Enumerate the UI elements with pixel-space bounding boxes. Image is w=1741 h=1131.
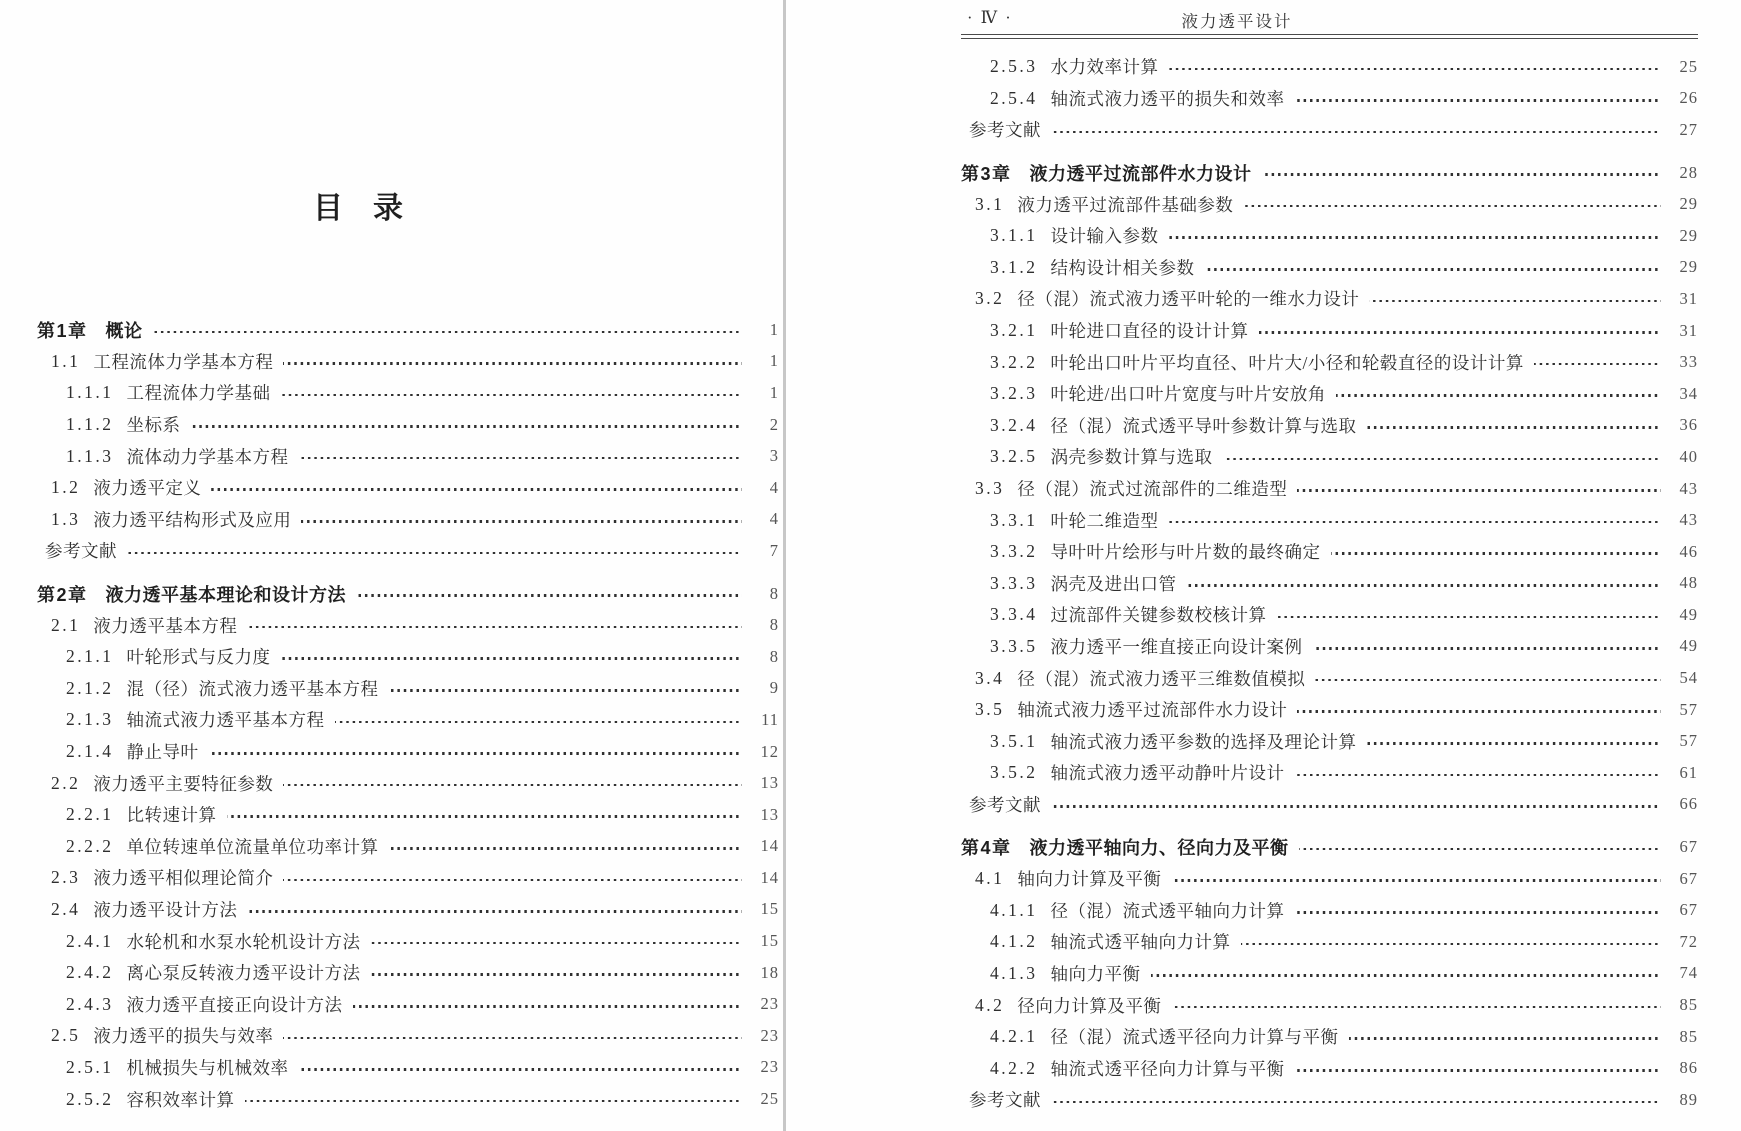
toc-entry (961, 599, 1698, 631)
entry-page-number: 13 (760, 773, 779, 793)
entry-page-number: 3 (769, 446, 779, 466)
entry-number: 3.5 (975, 699, 1005, 720)
entry-number: 3.3.1 (990, 509, 1038, 530)
entry-title: 涡壳及进出口管 (1050, 573, 1177, 594)
entry-title: 参考文献 (969, 1090, 1041, 1111)
dot-leader (1169, 521, 1662, 524)
entry-number: 3.1 (975, 193, 1005, 214)
entry-number: 第4章 (961, 838, 1012, 859)
toc-entry (961, 441, 1698, 473)
entry-page-number: 26 (1679, 88, 1698, 108)
entry-page-number: 33 (1679, 352, 1698, 372)
entry-page-number: 12 (760, 741, 779, 761)
entry-title: 机械损失与机械效率 (126, 1057, 289, 1078)
dot-leader (299, 457, 743, 460)
entry-title: 过流部件关键参数校核计算 (1050, 605, 1267, 626)
entry-number: 2.2.2 (66, 835, 114, 856)
dot-leader (1151, 974, 1662, 977)
entry-number: 2.4.3 (66, 993, 114, 1014)
entry-page-number: 67 (1679, 900, 1698, 920)
entry-title: 径（混）流式透平径向力计算与平衡 (1050, 1027, 1339, 1048)
toc-entry (37, 673, 779, 705)
entry-number: 4.1.1 (990, 899, 1038, 920)
entry-page-number: 31 (1679, 320, 1698, 340)
entry-number: 3.2.2 (990, 351, 1038, 372)
entry-page-number: 36 (1679, 415, 1698, 435)
entry-page-number: 25 (760, 1089, 779, 1109)
toc-title: 目 录 (313, 192, 403, 225)
toc-entry (37, 409, 779, 441)
toc-entry (961, 831, 1698, 863)
entry-page-number: 1 (769, 382, 779, 402)
toc-entry (37, 704, 779, 736)
entry-page-number: 43 (1679, 510, 1698, 530)
dot-leader (211, 488, 742, 491)
entry-number: 3.1.2 (990, 256, 1038, 277)
entry-page-number: 57 (1679, 731, 1698, 751)
entry-number: 3.4 (975, 667, 1005, 688)
dot-leader (1369, 300, 1661, 303)
toc-entry (961, 1084, 1698, 1116)
dot-leader (1259, 331, 1662, 334)
entry-number: 4.1.2 (990, 931, 1038, 952)
dot-leader (1262, 173, 1661, 176)
entry-title: 概论 (105, 320, 143, 341)
entry-page-number: 8 (769, 646, 779, 666)
entry-number: 2.5 (51, 1025, 81, 1046)
toc-entry (961, 1052, 1698, 1084)
dot-leader (247, 910, 742, 913)
entry-number: 4.2.2 (990, 1057, 1038, 1078)
entry-title: 液力透平主要特征参数 (93, 773, 274, 794)
dot-leader (209, 752, 743, 755)
toc-entry (37, 578, 779, 610)
dot-leader (1295, 911, 1662, 914)
entry-page-number: 23 (760, 1057, 779, 1077)
entry-title: 轴流式液力透平参数的选择及理论计算 (1050, 731, 1357, 752)
dot-leader (1169, 68, 1662, 71)
entry-number: 1.1.3 (66, 445, 114, 466)
dot-leader (1223, 458, 1662, 461)
toc-list-left (37, 303, 779, 1115)
entry-title: 液力透平一维直接正向设计案例 (1050, 636, 1303, 657)
entry-number: 2.4.2 (66, 962, 114, 983)
entry-title: 叶轮二维造型 (1050, 510, 1159, 531)
entry-title: 静止导叶 (126, 742, 199, 763)
dot-leader (247, 626, 742, 629)
entry-number: 3.3.4 (990, 604, 1038, 625)
entry-title: 径（混）流式透平轴向力计算 (1050, 900, 1285, 921)
entry-page-number: 25 (1679, 56, 1698, 76)
entry-number: 2.5.2 (66, 1088, 114, 1109)
entry-title: 液力透平过流部件水力设计 (1029, 163, 1252, 184)
toc-entry (37, 1083, 779, 1115)
toc-entry (961, 473, 1698, 505)
entry-page-number: 67 (1679, 837, 1698, 857)
dot-leader (153, 331, 742, 334)
toc-entry (37, 504, 779, 536)
toc-entry (37, 957, 779, 989)
entry-number: 第3章 (961, 163, 1012, 184)
entry-title: 工程流体力学基本方程 (93, 351, 274, 372)
toc-entry (37, 314, 779, 346)
toc-list-right (961, 51, 1698, 1116)
entry-page-number: 31 (1679, 288, 1698, 308)
entry-page-number: 15 (760, 899, 779, 919)
toc-entry (37, 736, 779, 768)
entry-number: 3.3.3 (990, 572, 1038, 593)
toc-entry (961, 83, 1698, 115)
entry-page-number: 49 (1679, 636, 1698, 656)
entry-title: 轴向力平衡 (1050, 963, 1141, 984)
entry-title: 涡壳参数计算与选取 (1050, 447, 1213, 468)
entry-number: 3.2.5 (990, 446, 1038, 467)
toc-entry (961, 694, 1698, 726)
toc-entry (37, 472, 779, 504)
entry-title: 结构设计相关参数 (1050, 257, 1195, 278)
toc-entry (961, 662, 1698, 694)
dot-leader (283, 784, 742, 787)
dot-leader (191, 425, 743, 428)
dot-leader (389, 689, 743, 692)
entry-number: 4.1 (975, 868, 1005, 889)
entry-number: 2.1 (51, 614, 81, 635)
dot-leader (1169, 236, 1662, 239)
entry-page-number: 2 (769, 414, 779, 434)
entry-title: 流体动力学基本方程 (126, 446, 289, 467)
entry-number: 3.3.5 (990, 635, 1038, 656)
toc-entry (961, 1021, 1698, 1053)
entry-number: 4.2 (975, 994, 1005, 1015)
entry-title: 混（径）流式液力透平基本方程 (126, 678, 379, 699)
entry-page-number: 4 (769, 509, 779, 529)
dot-leader (1171, 879, 1661, 882)
entry-title: 径（混）流式液力透平叶轮的一维水力设计 (1017, 289, 1360, 310)
entry-title: 液力透平的损失与效率 (93, 1026, 274, 1047)
toc-entry (37, 894, 779, 926)
entry-number: 2.2 (51, 772, 81, 793)
entry-page-number: 46 (1679, 541, 1698, 561)
entry-number: 4.2.1 (990, 1026, 1038, 1047)
dot-leader (1171, 1006, 1661, 1009)
toc-entry (37, 535, 779, 567)
entry-number: 2.1.2 (66, 677, 114, 698)
entry-title: 比转速计算 (126, 805, 217, 826)
dot-leader (371, 942, 743, 945)
dot-leader (1297, 489, 1661, 492)
dot-leader (283, 1037, 742, 1040)
entry-page-number: 18 (760, 962, 779, 982)
toc-entry (37, 609, 779, 641)
dot-leader (335, 721, 743, 724)
dot-leader (1295, 774, 1662, 777)
entry-title: 设计输入参数 (1050, 226, 1159, 247)
entry-number: 2.3 (51, 867, 81, 888)
right-page (786, 0, 1741, 1131)
toc-entry (961, 157, 1698, 189)
entry-number: 3.2 (975, 288, 1005, 309)
entry-page-number: 54 (1679, 668, 1698, 688)
toc-entry (961, 504, 1698, 536)
entry-title: 水轮机和水泵水轮机设计方法 (126, 931, 361, 952)
dot-leader (245, 1100, 743, 1103)
entry-page-number: 14 (760, 836, 779, 856)
entry-page-number: 23 (760, 994, 779, 1014)
folio-number: · Ⅳ · (967, 8, 1013, 27)
toc-entry (961, 315, 1698, 347)
dot-leader (353, 1005, 743, 1008)
entry-page-number: 89 (1679, 1089, 1698, 1109)
toc-entry (961, 536, 1698, 568)
dot-leader (301, 520, 742, 523)
toc-entry (961, 378, 1698, 410)
entry-title: 离心泵反转液力透平设计方法 (126, 963, 361, 984)
entry-title: 参考文献 (969, 794, 1041, 815)
header-double-rule (961, 34, 1698, 39)
entry-number: 3.3.2 (990, 541, 1038, 562)
entry-page-number: 67 (1679, 868, 1698, 888)
entry-number: 第1章 (37, 320, 88, 341)
entry-number: 2.5.1 (66, 1056, 114, 1077)
running-title: 液力透平设计 (1181, 12, 1293, 31)
dot-leader (1051, 1101, 1661, 1104)
toc-entry (961, 757, 1698, 789)
toc-entry (961, 725, 1698, 757)
dot-leader (371, 973, 743, 976)
entry-page-number: 9 (769, 678, 779, 698)
entry-page-number: 40 (1679, 446, 1698, 466)
entry-page-number: 4 (769, 477, 779, 497)
entry-number: 1.3 (51, 508, 81, 529)
toc-entry (37, 767, 779, 799)
entry-title: 轴向力计算及平衡 (1017, 869, 1162, 890)
dot-leader (1295, 1069, 1662, 1072)
entry-title: 坐标系 (126, 415, 181, 436)
dot-leader (1205, 268, 1662, 271)
dot-leader (1315, 679, 1661, 682)
entry-page-number: 8 (769, 615, 779, 635)
dot-leader (1331, 552, 1662, 555)
entry-title: 液力透平基本理论和设计方法 (105, 584, 347, 605)
entry-number: 2.1.4 (66, 741, 114, 762)
dot-leader (1367, 742, 1662, 745)
dot-leader (389, 847, 743, 850)
entry-page-number: 14 (760, 867, 779, 887)
entry-title: 轴流式透平轴向力计算 (1050, 932, 1231, 953)
entry-title: 液力透平直接正向设计方法 (126, 994, 343, 1015)
entry-title: 轴流式液力透平动静叶片设计 (1050, 763, 1285, 784)
dot-leader (299, 1068, 743, 1071)
entry-number: 3.1.1 (990, 225, 1038, 246)
entry-page-number: 7 (769, 540, 779, 560)
entry-page-number: 29 (1679, 257, 1698, 277)
entry-number: 3.3 (975, 478, 1005, 499)
entry-page-number: 29 (1679, 194, 1698, 214)
entry-title: 轴流式透平径向力计算与平衡 (1050, 1058, 1285, 1079)
entry-page-number: 66 (1679, 794, 1698, 814)
entry-number: 3.2.1 (990, 320, 1038, 341)
running-header (961, 6, 1698, 32)
entry-title: 液力透平定义 (93, 478, 202, 499)
right-page-content (961, 6, 1698, 39)
toc-entry (37, 641, 779, 673)
toc-entry (37, 1020, 779, 1052)
toc-entry (37, 988, 779, 1020)
entry-number: 2.2.1 (66, 804, 114, 825)
toc-entry (961, 958, 1698, 990)
entry-number: 3.2.4 (990, 414, 1038, 435)
dot-leader (1241, 943, 1662, 946)
dot-leader (127, 552, 742, 555)
toc-entry (961, 51, 1698, 83)
entry-page-number: 1 (769, 351, 779, 371)
entry-page-number: 1 (769, 319, 779, 339)
dot-leader (281, 657, 743, 660)
entry-page-number: 85 (1679, 995, 1698, 1015)
dot-leader (1299, 848, 1661, 851)
toc-entry (37, 862, 779, 894)
entry-page-number: 86 (1679, 1058, 1698, 1078)
toc-entry (961, 220, 1698, 252)
toc-entry (961, 568, 1698, 600)
entry-title: 液力透平轴向力、径向力及平衡 (1029, 838, 1289, 859)
dot-leader (1187, 584, 1662, 587)
toc-entry (37, 440, 779, 472)
dot-leader (1336, 394, 1661, 397)
toc-entry (961, 989, 1698, 1021)
entry-page-number: 13 (760, 804, 779, 824)
entry-title: 轴流式液力透平基本方程 (126, 710, 325, 731)
toc-entry (37, 346, 779, 378)
entry-number: 1.1.1 (66, 382, 114, 403)
entry-title: 液力透平过流部件基础参数 (1017, 194, 1234, 215)
entry-page-number: 74 (1679, 963, 1698, 983)
toc-entry (961, 346, 1698, 378)
entry-title: 叶轮出口叶片平均直径、叶片大/小径和轮毂直径的设计计算 (1050, 352, 1524, 373)
dot-leader (356, 594, 742, 597)
entry-page-number: 8 (769, 583, 779, 603)
toc-entry (961, 114, 1698, 146)
entry-number: 1.1.2 (66, 414, 114, 435)
entry-title: 工程流体力学基础 (126, 383, 271, 404)
dot-leader (1295, 99, 1662, 102)
entry-title: 容积效率计算 (126, 1089, 235, 1110)
entry-page-number: 15 (760, 931, 779, 951)
entry-number: 2.5.4 (990, 87, 1038, 108)
entry-title: 液力透平基本方程 (93, 615, 238, 636)
entry-title: 轴流式液力透平过流部件水力设计 (1017, 700, 1288, 721)
entry-page-number: 57 (1679, 699, 1698, 719)
entry-page-number: 34 (1679, 383, 1698, 403)
dot-leader (1243, 205, 1661, 208)
dot-leader (1297, 710, 1661, 713)
entry-title: 液力透平结构形式及应用 (93, 509, 292, 530)
entry-title: 液力透平设计方法 (93, 899, 238, 920)
entry-title: 径向力计算及平衡 (1017, 995, 1162, 1016)
dot-leader (1313, 647, 1662, 650)
entry-number: 3.5.2 (990, 762, 1038, 783)
dot-leader (283, 879, 742, 882)
dot-leader (227, 815, 743, 818)
entry-title: 轴流式液力透平的损失和效率 (1050, 88, 1285, 109)
dot-leader (1051, 131, 1661, 134)
entry-page-number: 49 (1679, 604, 1698, 624)
toc-entry (961, 188, 1698, 220)
toc-entry (961, 926, 1698, 958)
entry-number: 1.2 (51, 477, 81, 498)
entry-number: 3.2.3 (990, 383, 1038, 404)
entry-title: 参考文献 (45, 541, 117, 562)
entry-title: 径（混）流式过流部件的二维造型 (1017, 479, 1288, 500)
entry-title: 径（混）流式液力透平三维数值模拟 (1017, 668, 1306, 689)
entry-title: 叶轮进/出口叶片宽度与叶片安放角 (1050, 384, 1326, 405)
toc-entry (37, 925, 779, 957)
entry-number: 2.1.1 (66, 646, 114, 667)
toc-entry (961, 283, 1698, 315)
entry-page-number: 29 (1679, 225, 1698, 245)
entry-title: 单位转速单位流量单位功率计算 (126, 836, 379, 857)
entry-title: 导叶叶片绘形与叶片数的最终确定 (1050, 542, 1321, 563)
dot-leader (283, 362, 742, 365)
toc-entry (37, 799, 779, 831)
entry-page-number: 85 (1679, 1026, 1698, 1046)
toc-entry (961, 789, 1698, 821)
left-page (0, 0, 783, 1131)
entry-title: 叶轮形式与反力度 (126, 647, 271, 668)
entry-page-number: 72 (1679, 931, 1698, 951)
toc-entry (37, 377, 779, 409)
entry-number: 1.1 (51, 350, 81, 371)
entry-page-number: 23 (760, 1025, 779, 1045)
entry-title: 水力效率计算 (1050, 57, 1159, 78)
toc-entry (37, 831, 779, 863)
toc-entry (37, 1052, 779, 1084)
entry-page-number: 61 (1679, 762, 1698, 782)
entry-page-number: 28 (1679, 162, 1698, 182)
toc-entry (961, 410, 1698, 442)
dot-leader (1349, 1037, 1662, 1040)
entry-number: 2.4.1 (66, 930, 114, 951)
entry-page-number: 11 (761, 709, 779, 729)
dot-leader (281, 394, 743, 397)
dot-leader (1277, 616, 1662, 619)
entry-title: 液力透平相似理论简介 (93, 868, 274, 889)
entry-title: 叶轮进口直径的设计计算 (1050, 321, 1249, 342)
toc-entry (961, 631, 1698, 663)
entry-number: 4.1.3 (990, 962, 1038, 983)
entry-number: 第2章 (37, 584, 88, 605)
entry-page-number: 48 (1679, 573, 1698, 593)
entry-number: 3.5.1 (990, 730, 1038, 751)
toc-entry (961, 894, 1698, 926)
entry-number: 2.1.3 (66, 709, 114, 730)
entry-title: 参考文献 (969, 120, 1041, 141)
dot-leader (1534, 363, 1661, 366)
dot-leader (1051, 805, 1661, 808)
entry-page-number: 27 (1679, 119, 1698, 139)
entry-page-number: 43 (1679, 478, 1698, 498)
entry-title: 径（混）流式透平导叶参数计算与选取 (1050, 415, 1357, 436)
toc-entry (961, 252, 1698, 284)
entry-number: 2.5.3 (990, 56, 1038, 77)
toc-entry (961, 863, 1698, 895)
dot-leader (1367, 426, 1662, 429)
entry-number: 2.4 (51, 898, 81, 919)
